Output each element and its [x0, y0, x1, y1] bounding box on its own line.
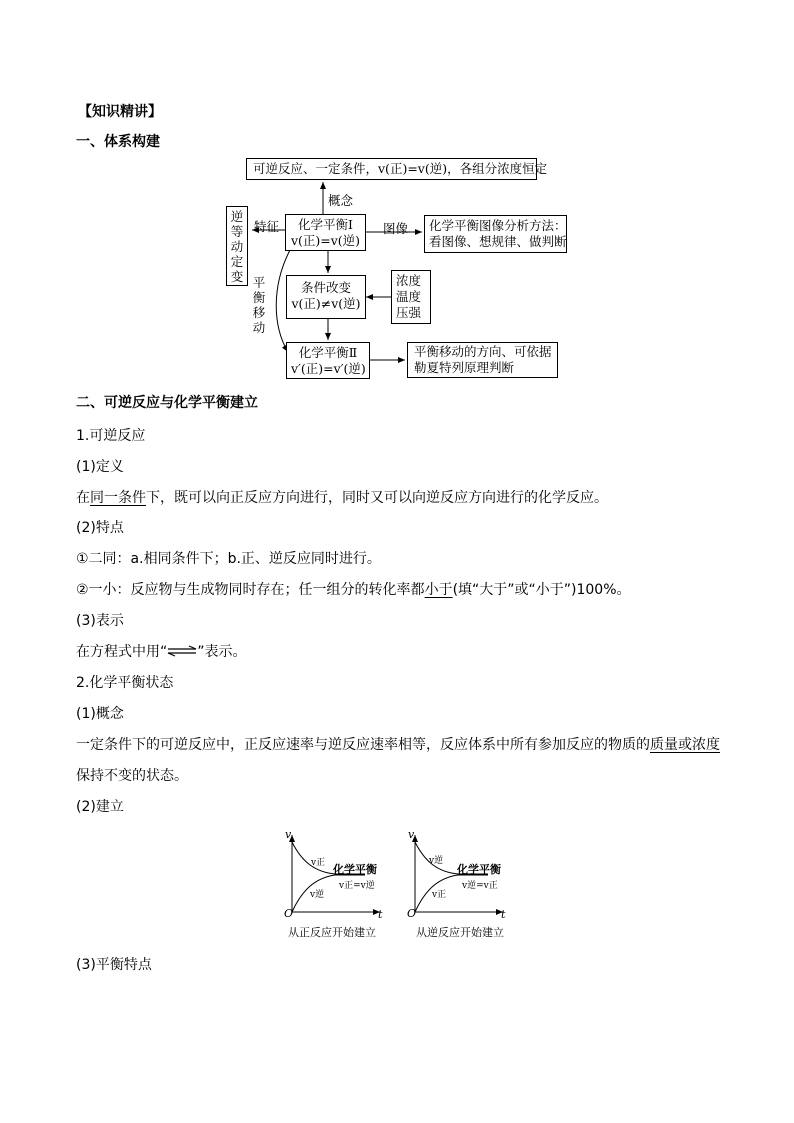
graph-label: 图像: [383, 221, 409, 236]
chart-forward-y-label: v: [285, 828, 292, 841]
chart-reverse-x-label: t: [501, 908, 506, 921]
equilibrium-two-rate: v′(正)=v′(逆): [291, 361, 366, 376]
definition-pre: 在: [76, 490, 90, 506]
definition-box-text: 可逆反应、一定条件，v(正)=v(逆)，各组分浓度恒定: [253, 161, 548, 176]
chart-forward-upper-label: v正: [311, 858, 326, 868]
chart-forward-eq-label: v正=v逆: [339, 881, 375, 891]
equilibrium-one-rate: v(正)=v(逆): [290, 233, 361, 248]
chart-reverse-eq-label: v逆=v正: [462, 881, 498, 891]
subsection1-title: 1.可逆反应: [76, 428, 146, 444]
representation-pre: 在方程式中用“: [76, 644, 168, 660]
chart-forward-eq-title: 化学平衡: [333, 863, 377, 876]
condition-change-title: 条件改变: [300, 280, 351, 295]
feature-label: 特征: [254, 219, 280, 234]
concept-line1-pre: 一定条件下的可逆反应中，正反应速率与逆反应速率相等，反应体系中所有参加反应的物质的: [76, 737, 650, 753]
equilibrium-features-title: (3)平衡特点: [76, 957, 152, 973]
concept-title: (1)概念: [76, 706, 124, 722]
feature-line2-answer: 小于: [424, 582, 453, 598]
section1-title: 一、体系构建: [76, 134, 160, 150]
build-title: (2)建立: [76, 799, 124, 815]
feature-line2-pre: ②一小：反应物与生成物同时存在；任一组分的转化率都: [76, 582, 425, 598]
concept-label: 概念: [328, 193, 354, 208]
condition-change-rate: v(正)≠v(逆): [291, 296, 361, 311]
concept-line2: 保持不变的状态。: [76, 768, 188, 784]
representation-post: ”表示。: [197, 644, 247, 660]
factor-pressure: 压强: [396, 305, 422, 320]
graph-method-line2: 看图像、想规律、做判断: [429, 234, 567, 249]
chart-reverse-upper-label: v逆: [429, 856, 444, 866]
chart-forward-lower-label: v逆: [310, 890, 325, 900]
factor-concentration: 浓度: [396, 273, 422, 288]
features-title: (2)特点: [76, 520, 124, 536]
section-header: 【知识精讲】: [78, 104, 162, 120]
definition-title: (1)定义: [76, 459, 124, 475]
section2-title: 二、可逆反应与化学平衡建立: [76, 395, 258, 411]
equilibrium-one-title: 化学平衡Ⅰ: [298, 217, 353, 232]
chart-reverse-lower-label: v正: [432, 890, 447, 900]
feature-line2-post: (填“大于”或“小于”)100%。: [452, 582, 631, 598]
move-label: 平衡移动: [252, 275, 266, 335]
direction-line2: 勒夏特列原理判断: [414, 360, 515, 375]
chart-forward-x-label: t: [378, 908, 383, 921]
chart-reverse-caption: 从逆反应开始建立: [416, 926, 504, 939]
chart-reverse-origin: O: [407, 907, 417, 920]
feature-line1: ①二同：a.相同条件下；b.正、逆反应同时进行。: [76, 551, 381, 567]
definition-answer: 同一条件: [90, 490, 146, 506]
chart-forward-origin: O: [284, 907, 294, 920]
feature-box-text: 逆等动定变: [230, 209, 244, 284]
chart-reverse-eq-title: 化学平衡: [457, 863, 501, 876]
subsection2-title: 2.化学平衡状态: [76, 675, 174, 691]
concept-answer: 质量或浓度: [650, 737, 720, 753]
graph-method-line1: 化学平衡图像分析方法：: [429, 218, 567, 233]
definition-post: 下，既可以向正反应方向进行，同时又可以向逆反应方向进行的化学反应。: [146, 490, 608, 506]
factor-temperature: 温度: [396, 289, 422, 304]
representation-title: (3)表示: [76, 613, 124, 629]
chart-reverse-y-label: v: [408, 828, 415, 841]
chart-forward-caption: 从正反应开始建立: [288, 926, 376, 939]
direction-line1: 平衡移动的方向、可依据: [414, 344, 552, 359]
equilibrium-two-title: 化学平衡Ⅱ: [298, 345, 358, 360]
